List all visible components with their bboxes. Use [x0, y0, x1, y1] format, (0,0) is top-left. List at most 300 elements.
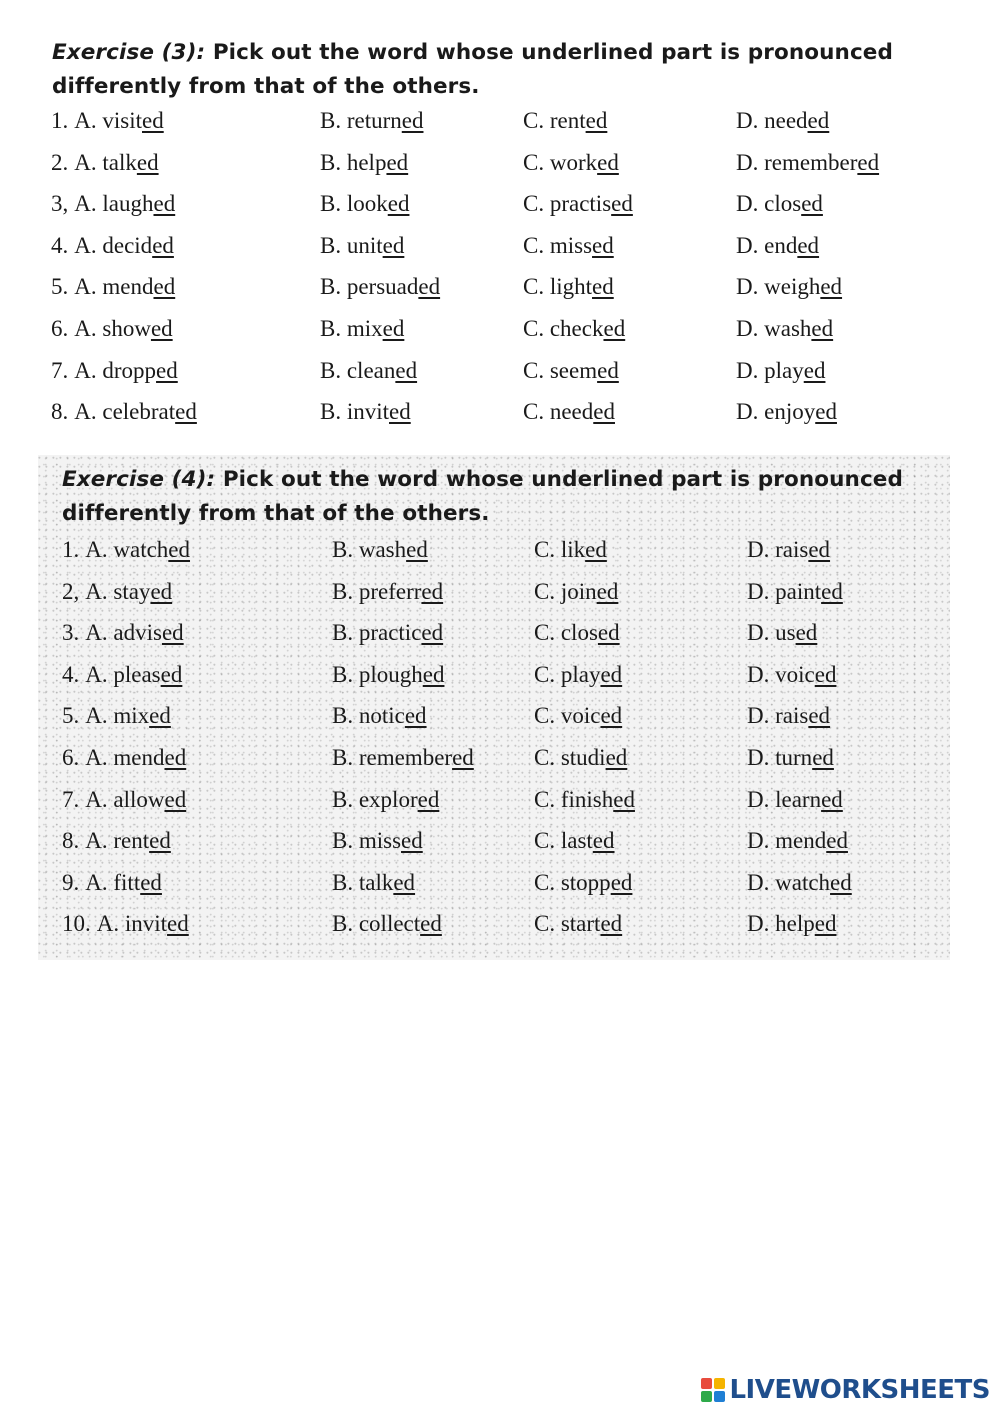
- option-letter: B.: [332, 703, 354, 729]
- word-stem: persuad: [346, 274, 419, 300]
- underlined-part: ed: [830, 869, 852, 895]
- option-b: [320, 399, 411, 425]
- option-letter: A.: [85, 786, 108, 812]
- underlined-part: ed: [600, 661, 623, 687]
- option-b: [332, 870, 415, 896]
- option-c: [523, 274, 614, 300]
- option-letter: B.: [320, 191, 342, 217]
- word-stem: rent: [113, 828, 150, 854]
- option-c: [523, 316, 625, 342]
- word-stem: advis: [113, 620, 162, 646]
- option-letter: C.: [534, 744, 556, 770]
- option-letter: A.: [85, 703, 108, 729]
- word-stem: miss: [549, 232, 593, 258]
- word-stem: start: [560, 911, 601, 937]
- underlined-part: ed: [421, 620, 444, 646]
- word-stem: collect: [358, 911, 421, 937]
- underlined-part: ed: [153, 274, 176, 300]
- option-d: [747, 620, 817, 646]
- word-stem: mix: [113, 703, 150, 729]
- option-d: [747, 537, 830, 563]
- option-letter: C.: [523, 149, 545, 175]
- exercise-3-questions: [40, 108, 940, 441]
- word-stem: clos: [764, 191, 802, 217]
- word-stem: remember: [764, 149, 858, 175]
- option-d: [736, 316, 833, 342]
- word-stem: lik: [560, 537, 586, 562]
- option-letter: B.: [332, 661, 354, 687]
- question-number: 7.: [51, 357, 69, 383]
- word-stem: light: [549, 274, 593, 300]
- word-stem: return: [346, 108, 402, 133]
- option-b: [320, 150, 408, 176]
- question-row: [62, 537, 950, 579]
- option-letter: B.: [320, 315, 342, 341]
- underlined-part: ed: [150, 315, 173, 341]
- underlined-part: ed: [592, 828, 615, 854]
- option-letter: D.: [736, 108, 759, 133]
- option-letter: B.: [332, 744, 354, 770]
- option-d: [747, 745, 834, 771]
- option-c: [534, 870, 632, 896]
- underlined-part: ed: [811, 315, 834, 341]
- option-letter: D.: [736, 399, 759, 425]
- option-c: [534, 911, 622, 937]
- underlined-part: ed: [404, 703, 427, 729]
- question-number: 8.: [62, 828, 80, 854]
- question-row: [62, 787, 950, 829]
- underlined-part: ed: [808, 703, 831, 729]
- question-number: 3.: [62, 620, 80, 646]
- option-d: [747, 787, 843, 813]
- option-d: [747, 662, 836, 688]
- word-stem: finish: [560, 786, 614, 812]
- underlined-part: ed: [593, 399, 615, 425]
- underlined-part: ed: [597, 357, 619, 383]
- exercise-4-instruction: Pick out the word whose underlined part is pronounced differently from that of the others.: [62, 467, 903, 526]
- option-a: [62, 745, 186, 771]
- word-stem: stay: [113, 578, 151, 604]
- option-a: [51, 316, 173, 342]
- option-letter: A.: [96, 911, 120, 937]
- option-b: [320, 233, 404, 259]
- underlined-part: ed: [812, 744, 834, 770]
- option-c: [534, 537, 607, 563]
- word-stem: help: [775, 911, 815, 937]
- underlined-part: ed: [585, 537, 607, 562]
- question-number: 4.: [62, 661, 80, 687]
- underlined-part: ed: [600, 911, 623, 937]
- option-a: [62, 787, 186, 813]
- underlined-part: ed: [387, 191, 410, 217]
- word-stem: invit: [124, 911, 168, 937]
- exercise-3-heading: [40, 36, 940, 104]
- question-number: 2.: [51, 149, 69, 175]
- underlined-part: ed: [592, 232, 614, 258]
- word-stem: paint: [775, 578, 822, 604]
- word-stem: decid: [102, 232, 153, 258]
- option-a: [62, 703, 171, 729]
- option-letter: D.: [747, 703, 770, 729]
- option-d: [747, 870, 852, 896]
- option-a: [51, 399, 197, 425]
- underlined-part: ed: [161, 620, 184, 646]
- option-c: [534, 703, 622, 729]
- question-row: [51, 316, 940, 358]
- question-number: 4.: [51, 232, 69, 258]
- word-stem: preferr: [358, 578, 422, 604]
- word-stem: explor: [358, 786, 418, 812]
- question-row: [51, 399, 940, 441]
- option-a: [62, 911, 189, 937]
- underlined-part: ed: [592, 274, 614, 300]
- question-row: [51, 108, 940, 150]
- option-letter: C.: [534, 661, 556, 687]
- exercise-3-instruction: Pick out the word whose underlined part is pronounced differently from that of the others.: [52, 40, 893, 99]
- word-stem: look: [346, 191, 388, 217]
- word-stem: visit: [102, 108, 142, 133]
- underlined-part: ed: [164, 786, 187, 812]
- word-stem: help: [346, 149, 387, 175]
- option-c: [523, 358, 619, 384]
- option-a: [51, 150, 159, 176]
- word-stem: celebrat: [102, 399, 176, 425]
- word-stem: show: [102, 315, 151, 341]
- underlined-part: ed: [382, 232, 405, 258]
- option-letter: D.: [747, 911, 770, 937]
- word-stem: mend: [102, 274, 154, 300]
- option-d: [736, 358, 825, 384]
- underlined-part: ed: [149, 828, 171, 854]
- option-letter: D.: [747, 828, 770, 854]
- option-c: [534, 620, 620, 646]
- word-stem: notic: [358, 703, 405, 729]
- underlined-part: ed: [807, 108, 830, 133]
- word-stem: weigh: [764, 274, 821, 300]
- option-a: [51, 274, 175, 300]
- option-letter: C.: [523, 232, 545, 258]
- word-stem: enjoy: [764, 399, 816, 425]
- option-letter: B.: [332, 786, 354, 812]
- underlined-part: ed: [857, 149, 880, 175]
- option-letter: D.: [736, 357, 759, 383]
- underlined-part: ed: [422, 661, 445, 687]
- word-stem: mend: [113, 744, 165, 770]
- question-row: [62, 662, 950, 704]
- question-row: [62, 579, 950, 621]
- option-letter: A.: [85, 578, 108, 604]
- option-letter: A.: [74, 274, 97, 300]
- underlined-part: ed: [150, 578, 173, 604]
- word-stem: clos: [560, 620, 598, 646]
- option-letter: C.: [534, 869, 556, 895]
- word-stem: clean: [346, 357, 396, 383]
- option-a: [62, 870, 162, 896]
- option-c: [523, 150, 619, 176]
- option-letter: C.: [534, 828, 556, 854]
- exercise-3: [40, 36, 940, 441]
- word-stem: plough: [358, 661, 423, 687]
- option-d: [747, 911, 836, 937]
- word-stem: voic: [775, 661, 815, 687]
- word-stem: check: [549, 315, 604, 341]
- option-d: [736, 399, 837, 425]
- option-letter: A.: [74, 399, 97, 425]
- question-row: [51, 191, 940, 233]
- underlined-part: ed: [167, 911, 189, 937]
- question-row: [62, 911, 950, 953]
- option-b: [320, 358, 417, 384]
- word-stem: miss: [358, 828, 402, 854]
- underlined-part: ed: [389, 399, 411, 425]
- underlined-part: ed: [605, 744, 628, 770]
- underlined-part: ed: [164, 744, 187, 770]
- exercise-4: [38, 455, 950, 960]
- liveworksheets-brand: [701, 1375, 990, 1405]
- word-stem: allow: [113, 786, 165, 812]
- word-stem: watch: [113, 537, 169, 562]
- question-row: [62, 828, 950, 870]
- underlined-part: ed: [417, 786, 440, 812]
- option-c: [523, 191, 633, 217]
- option-c: [534, 828, 615, 854]
- underlined-part: ed: [603, 315, 626, 341]
- option-letter: B.: [332, 620, 354, 646]
- underlined-part: ed: [814, 661, 837, 687]
- question-number: 6.: [62, 744, 80, 770]
- word-stem: unit: [346, 232, 383, 258]
- option-letter: B.: [332, 828, 354, 854]
- word-stem: us: [775, 620, 796, 646]
- word-stem: learn: [775, 786, 822, 812]
- option-a: [62, 537, 190, 563]
- option-letter: C.: [534, 703, 556, 729]
- liveworksheets-logo-icon: [701, 1378, 725, 1402]
- option-letter: A.: [85, 828, 108, 854]
- option-letter: B.: [332, 869, 354, 895]
- option-letter: D.: [747, 786, 770, 812]
- question-number: 5.: [62, 703, 80, 729]
- option-letter: A.: [74, 108, 97, 133]
- word-stem: watch: [775, 869, 831, 895]
- underlined-part: ed: [821, 578, 843, 604]
- word-stem: talk: [102, 149, 137, 175]
- option-letter: D.: [747, 869, 770, 895]
- underlined-part: ed: [382, 315, 405, 341]
- word-stem: end: [764, 232, 798, 258]
- brand-name: LIVEWORKSHEETS: [729, 1375, 990, 1405]
- word-stem: need: [549, 399, 594, 425]
- word-stem: practic: [358, 620, 422, 646]
- word-stem: mend: [775, 828, 827, 854]
- option-letter: B.: [332, 537, 354, 562]
- word-stem: work: [549, 149, 598, 175]
- underlined-part: ed: [406, 537, 428, 562]
- word-stem: pleas: [113, 661, 161, 687]
- word-stem: need: [764, 108, 808, 133]
- option-c: [523, 108, 607, 134]
- option-letter: C.: [534, 786, 556, 812]
- option-a: [51, 233, 174, 259]
- option-letter: C.: [534, 620, 556, 646]
- option-b: [332, 703, 427, 729]
- option-a: [51, 108, 164, 134]
- underlined-part: ed: [815, 399, 837, 425]
- word-stem: laugh: [102, 191, 154, 217]
- option-letter: A.: [74, 315, 97, 341]
- exercise-4-label: Exercise (4):: [62, 467, 216, 492]
- underlined-part: ed: [160, 661, 183, 687]
- underlined-part: ed: [393, 869, 416, 895]
- option-d: [736, 191, 823, 217]
- question-row: [62, 870, 950, 912]
- option-b: [332, 745, 474, 771]
- word-stem: studi: [560, 744, 606, 770]
- question-row: [62, 620, 950, 662]
- word-stem: rent: [549, 108, 586, 133]
- underlined-part: ed: [611, 191, 633, 217]
- underlined-part: ed: [820, 274, 843, 300]
- word-stem: play: [764, 357, 804, 383]
- option-letter: D.: [736, 315, 759, 341]
- option-a: [62, 620, 184, 646]
- option-letter: D.: [747, 620, 770, 646]
- option-d: [736, 274, 842, 300]
- underlined-part: ed: [418, 274, 441, 300]
- option-letter: A.: [85, 661, 108, 687]
- option-letter: B.: [332, 578, 354, 604]
- option-letter: D.: [747, 578, 770, 604]
- question-number: 2,: [62, 578, 80, 604]
- exercise-4-questions: [38, 537, 950, 953]
- question-number: 9.: [62, 869, 80, 895]
- question-row: [51, 274, 940, 316]
- underlined-part: ed: [801, 191, 823, 217]
- option-b: [332, 620, 443, 646]
- question-number: 10.: [62, 911, 91, 937]
- word-stem: seem: [549, 357, 598, 383]
- option-letter: C.: [523, 191, 545, 217]
- option-letter: D.: [736, 191, 759, 217]
- underlined-part: ed: [149, 703, 171, 729]
- question-row: [62, 703, 950, 745]
- option-letter: B.: [320, 232, 342, 258]
- word-stem: wash: [358, 537, 407, 562]
- option-letter: B.: [320, 399, 342, 425]
- option-letter: B.: [320, 149, 342, 175]
- option-letter: D.: [736, 232, 759, 258]
- underlined-part: ed: [168, 537, 191, 562]
- word-stem: fitt: [113, 869, 141, 895]
- option-letter: D.: [736, 149, 759, 175]
- underlined-part: ed: [152, 232, 174, 258]
- option-b: [320, 274, 440, 300]
- option-letter: C.: [523, 108, 545, 133]
- option-d: [747, 579, 843, 605]
- option-letter: B.: [320, 108, 342, 133]
- option-letter: D.: [747, 744, 770, 770]
- option-a: [51, 358, 178, 384]
- option-a: [51, 191, 175, 217]
- underlined-part: ed: [814, 911, 837, 937]
- option-c: [534, 787, 635, 813]
- underlined-part: ed: [395, 357, 418, 383]
- question-number: 6.: [51, 315, 69, 341]
- question-number: 1.: [51, 108, 69, 133]
- underlined-part: ed: [156, 357, 178, 383]
- option-a: [62, 579, 172, 605]
- option-letter: A.: [85, 744, 108, 770]
- option-c: [534, 662, 622, 688]
- underlined-part: ed: [821, 786, 843, 812]
- option-letter: D.: [736, 274, 759, 300]
- option-b: [320, 316, 404, 342]
- word-stem: talk: [358, 869, 394, 895]
- underlined-part: ed: [596, 578, 619, 604]
- option-letter: C.: [534, 911, 556, 937]
- option-letter: C.: [534, 537, 556, 562]
- option-b: [332, 828, 423, 854]
- option-d: [736, 233, 819, 259]
- option-d: [736, 108, 829, 134]
- option-a: [62, 828, 171, 854]
- exercise-4-heading: [38, 455, 950, 531]
- option-d: [747, 828, 848, 854]
- word-stem: rais: [775, 537, 809, 562]
- underlined-part: ed: [153, 191, 176, 217]
- option-letter: B.: [320, 274, 342, 300]
- question-row: [51, 233, 940, 275]
- question-number: 7.: [62, 786, 80, 812]
- exercise-3-label: Exercise (3):: [52, 40, 206, 65]
- underlined-part: ed: [803, 357, 826, 383]
- question-row: [62, 745, 950, 787]
- option-letter: A.: [74, 191, 97, 217]
- option-b: [320, 191, 409, 217]
- option-letter: C.: [523, 357, 545, 383]
- word-stem: wash: [764, 315, 812, 341]
- underlined-part: ed: [808, 537, 831, 562]
- word-stem: mix: [346, 315, 383, 341]
- underlined-part: ed: [136, 149, 159, 175]
- underlined-part: ed: [401, 828, 423, 854]
- underlined-part: ed: [140, 869, 162, 895]
- option-b: [332, 787, 439, 813]
- option-b: [320, 108, 423, 134]
- option-letter: A.: [85, 620, 108, 646]
- question-number: 3,: [51, 191, 69, 217]
- word-stem: join: [560, 578, 597, 604]
- option-letter: C.: [523, 274, 545, 300]
- word-stem: remember: [358, 744, 453, 770]
- option-c: [523, 233, 614, 259]
- underlined-part: ed: [386, 149, 409, 175]
- underlined-part: ed: [421, 578, 444, 604]
- option-letter: A.: [85, 869, 108, 895]
- option-letter: C.: [523, 315, 545, 341]
- option-letter: A.: [74, 232, 97, 258]
- underlined-part: ed: [597, 620, 620, 646]
- option-c: [534, 579, 618, 605]
- option-letter: A.: [74, 357, 97, 383]
- option-d: [747, 703, 830, 729]
- option-letter: C.: [534, 578, 556, 604]
- option-letter: B.: [320, 357, 342, 383]
- underlined-part: ed: [797, 232, 820, 258]
- question-number: 8.: [51, 399, 69, 425]
- underlined-part: ed: [452, 744, 474, 770]
- option-letter: D.: [747, 661, 770, 687]
